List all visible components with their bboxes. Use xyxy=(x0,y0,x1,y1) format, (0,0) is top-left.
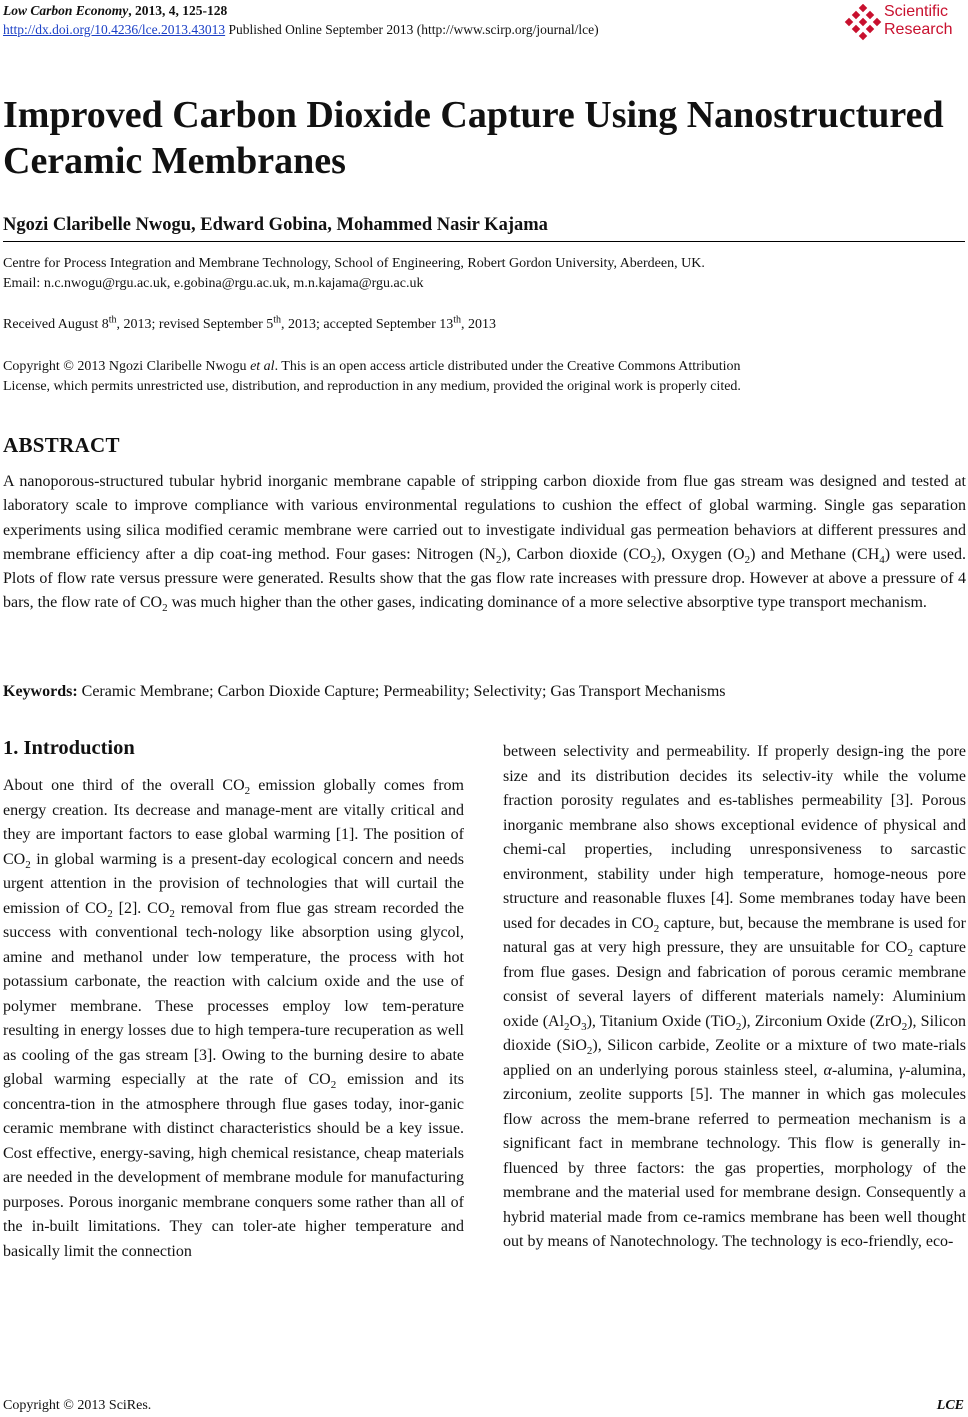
title-divider xyxy=(3,241,965,242)
copyright-line-2: License, which permits unrestricted use, distribution, and reproduction in any medium, provided the original work is properly cited. xyxy=(3,379,741,394)
right-column-text xyxy=(503,740,966,1255)
author-emails: Email: n.c.nwogu@rgu.ac.uk, e.gobina@rgu.ac.uk, m.n.kajama@rgu.ac.uk xyxy=(3,276,424,291)
body-text: ), Silicon dioxide (SiO xyxy=(503,1012,967,1054)
doi-line xyxy=(3,21,599,39)
body-text: About one third of the overall CO xyxy=(3,777,245,794)
publication-note: Published Online September 2013 (http://www.scirp.org/journal/lce) xyxy=(225,22,599,37)
subscript: 2 xyxy=(907,947,913,960)
copyright-text: Copyright © 2013 Ngozi Claribelle Nwogu xyxy=(3,359,251,374)
copyright-text: . This is an open access article distributed under the Creative Commons Attribution xyxy=(274,359,741,374)
subscript: 2 xyxy=(744,554,751,567)
subscript: 2 xyxy=(25,858,31,871)
year-text: , 2013 xyxy=(461,317,497,332)
abstract-text: was much higher than the other gases, indicating dominance of a more selective absorptive type transport mechanism. xyxy=(167,594,927,612)
keywords xyxy=(3,681,966,703)
journal-name: Low Carbon Economy xyxy=(3,3,129,18)
abstract-text: ), Carbon dioxide (CO xyxy=(501,545,651,563)
section-heading-introduction: 1. Introduction xyxy=(3,737,135,759)
body-text: ), Titanium Oxide (TiO xyxy=(586,1012,736,1030)
abstract-heading: ABSTRACT xyxy=(3,433,120,457)
subscript: 2 xyxy=(162,602,168,615)
ordinal-suffix: th xyxy=(108,314,117,326)
publisher-name xyxy=(884,3,952,39)
publisher-line-2: Research xyxy=(884,21,953,38)
affiliation: Centre for Process Integration and Membrane Technology, School of Engineering, Robert Gordon University, Aberdeen, UK. xyxy=(3,256,705,271)
body-text: capture, but, because the membrane is used for natural gas at very high pressure, they are unsuitable for CO xyxy=(503,914,966,956)
body-text: emission globally comes from energy creation. Its decrease and manage-ment are vitally critical and they are important factors to ease global warming [1]. The position of CO xyxy=(3,777,464,868)
subscript: 2 xyxy=(330,1079,337,1092)
accepted-text: , 2013; accepted September 13 xyxy=(281,317,454,332)
received-dates xyxy=(3,315,496,335)
subscript: 2 xyxy=(244,785,251,798)
received-text: Received August 8 xyxy=(3,317,109,332)
abstract-text: ) and Methane (CH xyxy=(750,545,880,563)
body-text: ), Silicon carbide, Zeolite or a mixture of two mate-rials applied on an underlying porous stainless steel, xyxy=(503,1037,967,1079)
journal-citation xyxy=(3,2,227,20)
subscript: 2 xyxy=(107,907,113,920)
subscript: 2 xyxy=(169,907,175,920)
abstract-text: ) were used. Plots of flow rate versus pressure were generated. Results show that the gas flow rate increases with pressure drop. However at above a pressure of 4 bars, the flow rate of CO xyxy=(3,545,966,612)
keywords-text: Ceramic Membrane; Carbon Dioxide Capture; Permeability; Selectivity; Gas Transport Mechanisms xyxy=(77,683,726,700)
subscript: 2 xyxy=(650,554,657,567)
subscript: 4 xyxy=(879,554,885,567)
body-text: capture from flue gases. Design and fabrication of porous ceramic membrane consist of several layers of different materials namely: Aluminium oxide (Al xyxy=(503,939,967,1030)
publisher-logo xyxy=(844,3,964,43)
abstract-text: ), Oxygen (O xyxy=(656,545,745,563)
greek-alpha: α xyxy=(823,1061,832,1079)
copyright-line-1 xyxy=(3,357,741,377)
body-text: -alumina, zirconium, zeolite supports [5]. The manner in which gas molecules flow across the mem-brane referred to permeation mechanism is a significant fact in membrane technology. This flow is generally in-fluenced by three factors: the gas properties, morphology of the membrane and the material used for membrane design. Consequently a hybrid material made from ce-ramics membrane has been well thought out by means of Nanotechnology. The technology is eco-friendly, eco- xyxy=(503,1061,966,1250)
keywords-label: Keywords: xyxy=(3,683,78,700)
ordinal-suffix: th xyxy=(273,314,282,326)
subscript: 2 xyxy=(901,1020,908,1033)
et-al: et al xyxy=(250,359,275,374)
publisher-line-1: Scientific xyxy=(884,3,949,20)
subscript: 3 xyxy=(581,1020,587,1033)
subscript: 2 xyxy=(653,922,660,935)
body-text: ), Zirconium Oxide (ZrO xyxy=(741,1012,902,1030)
ordinal-suffix: th xyxy=(453,314,462,326)
doi-link[interactable]: http://dx.doi.org/10.4236/lce.2013.43013 xyxy=(3,22,226,37)
footer-journal-abbrev: LCE xyxy=(936,1398,964,1413)
body-text: O xyxy=(569,1012,582,1030)
body-text: [2]. CO xyxy=(112,899,170,917)
revised-text: , 2013; revised September 5 xyxy=(116,317,274,332)
scientific-research-logo-icon xyxy=(844,4,882,42)
footer-copyright: Copyright © 2013 SciRes. xyxy=(3,1398,152,1413)
body-text: emission and its concentra-tion in the atmosphere through flue gases today, inor-ganic ceramic membrane with distinct characteristics should be a key issue. Cost effective, energy-saving, high chemical resistance, cheap materials are needed in the development of membrane module for manufacturing purposes. Porous inorganic membrane conquers some rather than all of the in-built limitations. They can toler-ate higher temperature and basically limit the connection xyxy=(3,1071,465,1260)
subscript: 2 xyxy=(735,1020,742,1033)
abstract-text: A nanoporous-structured tubular hybrid inorganic membrane capable of stripping carbon dioxide from flue gas stream was designed and tested at laboratory scale to improve compliance with various environmental regulations to cushion the effect of global warming. Single gas separation experiments using silica modified ceramic membrane were carried out to investigate individual gas permeation behaviors at different pressures and membrane efficiency after a dip coat-ing method. Four gases: Nitrogen (N xyxy=(3,473,966,563)
journal-volume-pages: , 2013, 4, 125-128 xyxy=(128,3,228,18)
subscript: 2 xyxy=(564,1020,570,1033)
body-text: in global warming is a present-day ecological concern and needs urgent attention in the provision of technologies that will curtail the emission of CO xyxy=(3,850,464,917)
body-text: -alumina, xyxy=(831,1061,899,1079)
body-text: removal from flue gas stream recorded the success with conventional tech-nology like absorption using glycol, amine and methanol under low temperature, the process with hot potassium carbonate, the reaction with calcium oxide and the use of polymer membrane. These processes employ low tem-perature resulting in energy losses due to high tempera-ture recuperation as well as cooling of the gas stream [3]. Owing to the burning desire to abate global warming especially at the rate of CO xyxy=(3,899,465,1088)
subscript: 2 xyxy=(495,554,502,567)
abstract-body xyxy=(3,470,966,616)
subscript: 2 xyxy=(586,1045,593,1058)
author-list: Ngozi Claribelle Nwogu, Edward Gobina, Mohammed Nasir Kajama xyxy=(3,215,548,235)
body-text: between selectivity and permeability. If properly design-ing the pore size and its distribution decides its selectiv-ity while the volume fraction porosity regulates and es-tablishes permeability [3]. Porous inorganic membrane also shows exceptional evidence of physical and chemi-cal properties, including unresponsiveness to sarcastic environment, stability under high temperature, homoge-neous pore structure and reasonable fluxes [4]. Some membranes today have been used for decades in CO xyxy=(503,743,966,932)
left-column-text xyxy=(3,774,464,1264)
greek-gamma: γ xyxy=(898,1061,906,1079)
paper-title: Improved Carbon Dioxide Capture Using Nanostructured Ceramic Membranes xyxy=(3,94,944,182)
